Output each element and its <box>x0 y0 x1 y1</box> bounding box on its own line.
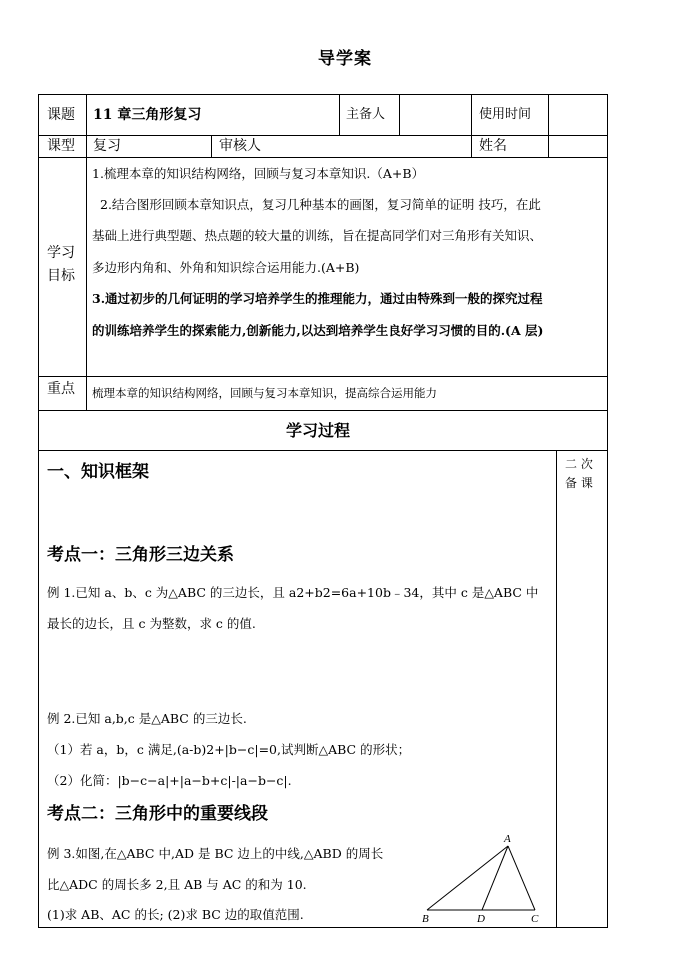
time-label: 使用时间 <box>479 107 532 122</box>
vertex-label-a: A <box>504 833 511 845</box>
type-label: 课型 <box>47 138 75 154</box>
example-3-line-1: 例 3.如图,在△ABC 中,AD 是 BC 边上的中线,△ABD 的周长 <box>47 846 384 861</box>
example-3-line-2: 比△ADC 的周长多 2,且 AB 与 AC 的和为 10. <box>47 877 307 892</box>
side-column-label: 二 次 <box>565 457 593 471</box>
name-label: 姓名 <box>479 138 507 154</box>
vertex-label-c: C <box>531 913 539 925</box>
example-2-line-3: （2）化简：|b−c−a|+|a−b+c|-|a−b−c|. <box>47 773 292 788</box>
triangle-figure <box>415 830 550 925</box>
side-ab <box>427 846 508 910</box>
key-point-2-heading: 考点二：三角形中的重要线段 <box>47 804 268 824</box>
reviewer-label: 审核人 <box>219 138 261 154</box>
topic-label: 课题 <box>47 107 75 123</box>
goals-label: 学习 <box>47 245 75 261</box>
side-ac <box>508 846 535 910</box>
type-value: 复习 <box>93 138 121 154</box>
goals-label-2: 目标 <box>47 268 75 284</box>
preparer-label: 主备人 <box>346 107 386 122</box>
goal-item-2a: 2.结合图形回顾本章知识点，复习几种基本的画图，复习简单的证明 技巧，在此 <box>100 197 541 212</box>
median-ad <box>482 846 508 910</box>
key-point-1-heading: 考点一：三角形三边关系 <box>47 545 234 565</box>
key-points-label: 重点 <box>47 381 75 397</box>
goal-item-1: 1.梳理本章的知识结构网络，回顾与复习本章知识.（A+B） <box>92 166 425 181</box>
document-title: 导学案 <box>318 49 372 69</box>
side-column-label-2: 备 课 <box>565 476 593 490</box>
topic-value: 11 章三角形复习 <box>93 107 202 123</box>
vertex-label-d: D <box>477 913 485 925</box>
example-1-line-2: 最长的边长，且 c 为整数，求 c 的值. <box>47 616 256 631</box>
goal-item-2c: 多边形内角和、外角和知识综合运用能力.(A+B) <box>92 260 360 275</box>
example-3-line-3: (1)求 AB、AC 的长; (2)求 BC 边的取值范围. <box>47 907 304 922</box>
vertex-label-b: B <box>422 913 429 925</box>
example-2-line-1: 例 2.已知 a,b,c 是△ABC 的三边长. <box>47 711 247 726</box>
process-title: 学习过程 <box>286 421 351 440</box>
example-2-line-2: （1）若 a，b，c 满足,(a-b)2+|b−c|=0,试判断△ABC 的形状； <box>47 742 411 757</box>
key-points-text: 梳理本章的知识结构网络，回顾与复习本章知识，提高综合运用能力 <box>92 386 437 400</box>
goal-item-3b: 的训练培养学生的探索能力,创新能力,以达到培养学生良好学习习惯的目的.(A 层) <box>92 323 544 338</box>
goal-item-2b: 基础上进行典型题、热点题的较大量的训练，旨在提高同学们对三角形有关知识、 <box>92 228 543 243</box>
example-1-line-1: 例 1.已知 a、b、c 为△ABC 的三边长，且 a2+b2=6a+10b﹣34，其中 c 是△ABC 中 <box>47 585 539 600</box>
section-knowledge-framework: 一、知识框架 <box>47 462 149 482</box>
goal-item-3a: 3.通过初步的几何证明的学习培养学生的推理能力，通过由特殊到一般的探究过程 <box>92 291 543 306</box>
